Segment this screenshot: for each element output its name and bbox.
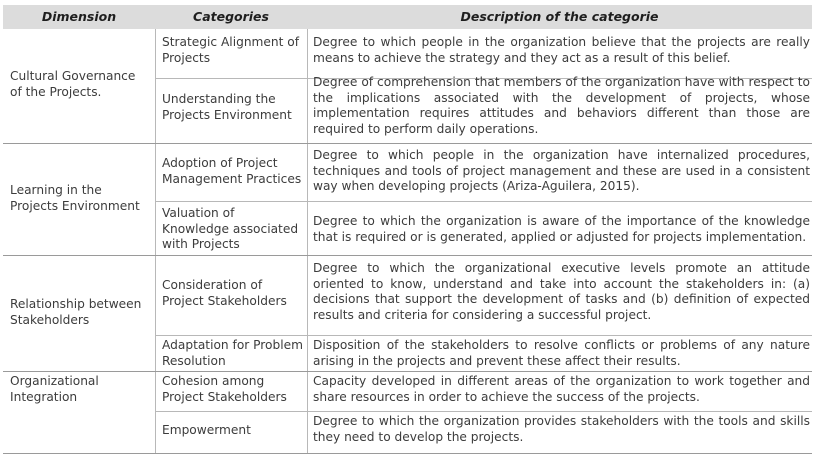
dimension-cell: Organizational Integration bbox=[10, 374, 99, 404]
dimension-cell: Cultural Governance of the Projects. bbox=[10, 69, 136, 99]
category-cell: Adaptation for Problem Resolution bbox=[162, 338, 303, 368]
category-cell: Adoption of Project Management Practices bbox=[162, 156, 302, 186]
description-cell: Degree to which the organizational executive levels promote an attitude oriented to know, understand and take into account the stakeholders in: (a) decisions that support the development of tasks and (b) definition of expected results and criteria for considering a successful project. bbox=[313, 261, 810, 322]
categories-table bbox=[3, 5, 812, 444]
row-divider bbox=[155, 411, 812, 412]
description-cell: Disposition of the stakeholders to resolve conflicts or problems of any nature arising in the projects and prevent these affect their results. bbox=[313, 338, 810, 368]
header-dimension: Dimension bbox=[41, 9, 117, 24]
row-divider bbox=[155, 201, 812, 202]
category-cell: Consideration of Project Stakeholders bbox=[162, 278, 287, 308]
header-description: Description of the categorie bbox=[460, 9, 659, 24]
category-cell: Empowerment bbox=[162, 423, 251, 437]
table-header bbox=[3, 5, 812, 29]
row-divider bbox=[155, 335, 812, 336]
header-categories: Categories bbox=[193, 9, 269, 24]
description-cell: Degree to which people in the organization have internalized procedures, techniques and tools of project management and these are used in a consistent way when developing projects (Ariza-Aguilera, 2015). bbox=[313, 148, 810, 194]
group-divider bbox=[3, 371, 812, 372]
description-cell: Capacity developed in different areas of the organization to work together and share resources in order to achieve the success of the projects. bbox=[313, 374, 810, 404]
category-cell: Understanding the Projects Environment bbox=[162, 92, 292, 122]
category-cell: Cohesion among Project Stakeholders bbox=[162, 374, 287, 404]
description-cell: Degree to which the organization provides stakeholders with the tools and skills they need to develop the projects. bbox=[313, 414, 810, 444]
group-divider bbox=[3, 255, 812, 256]
description-cell: Degree of comprehension that members of the organization have with respect to the implications associated with the development of projects, whose implementation requires attitudes and behaviors different than those are required to perform daily operations. bbox=[313, 75, 810, 136]
column-divider bbox=[307, 29, 308, 453]
dimension-cell: Learning in the Projects Environment bbox=[10, 183, 140, 213]
column-divider bbox=[155, 29, 156, 453]
category-cell: Strategic Alignment of Projects bbox=[162, 35, 300, 65]
dimension-cell: Relationship between Stakeholders bbox=[10, 297, 142, 327]
description-cell: Degree to which people in the organization believe that the projects are really means to achieve the strategy and they act as a result of this belief. bbox=[313, 35, 810, 65]
category-cell: Valuation of Knowledge associated with Projects bbox=[162, 206, 299, 252]
description-cell: Degree to which the organization is aware of the importance of the knowledge that is required or is generated, applied or adjusted for projects implementation. bbox=[313, 214, 810, 244]
group-divider bbox=[3, 143, 812, 144]
